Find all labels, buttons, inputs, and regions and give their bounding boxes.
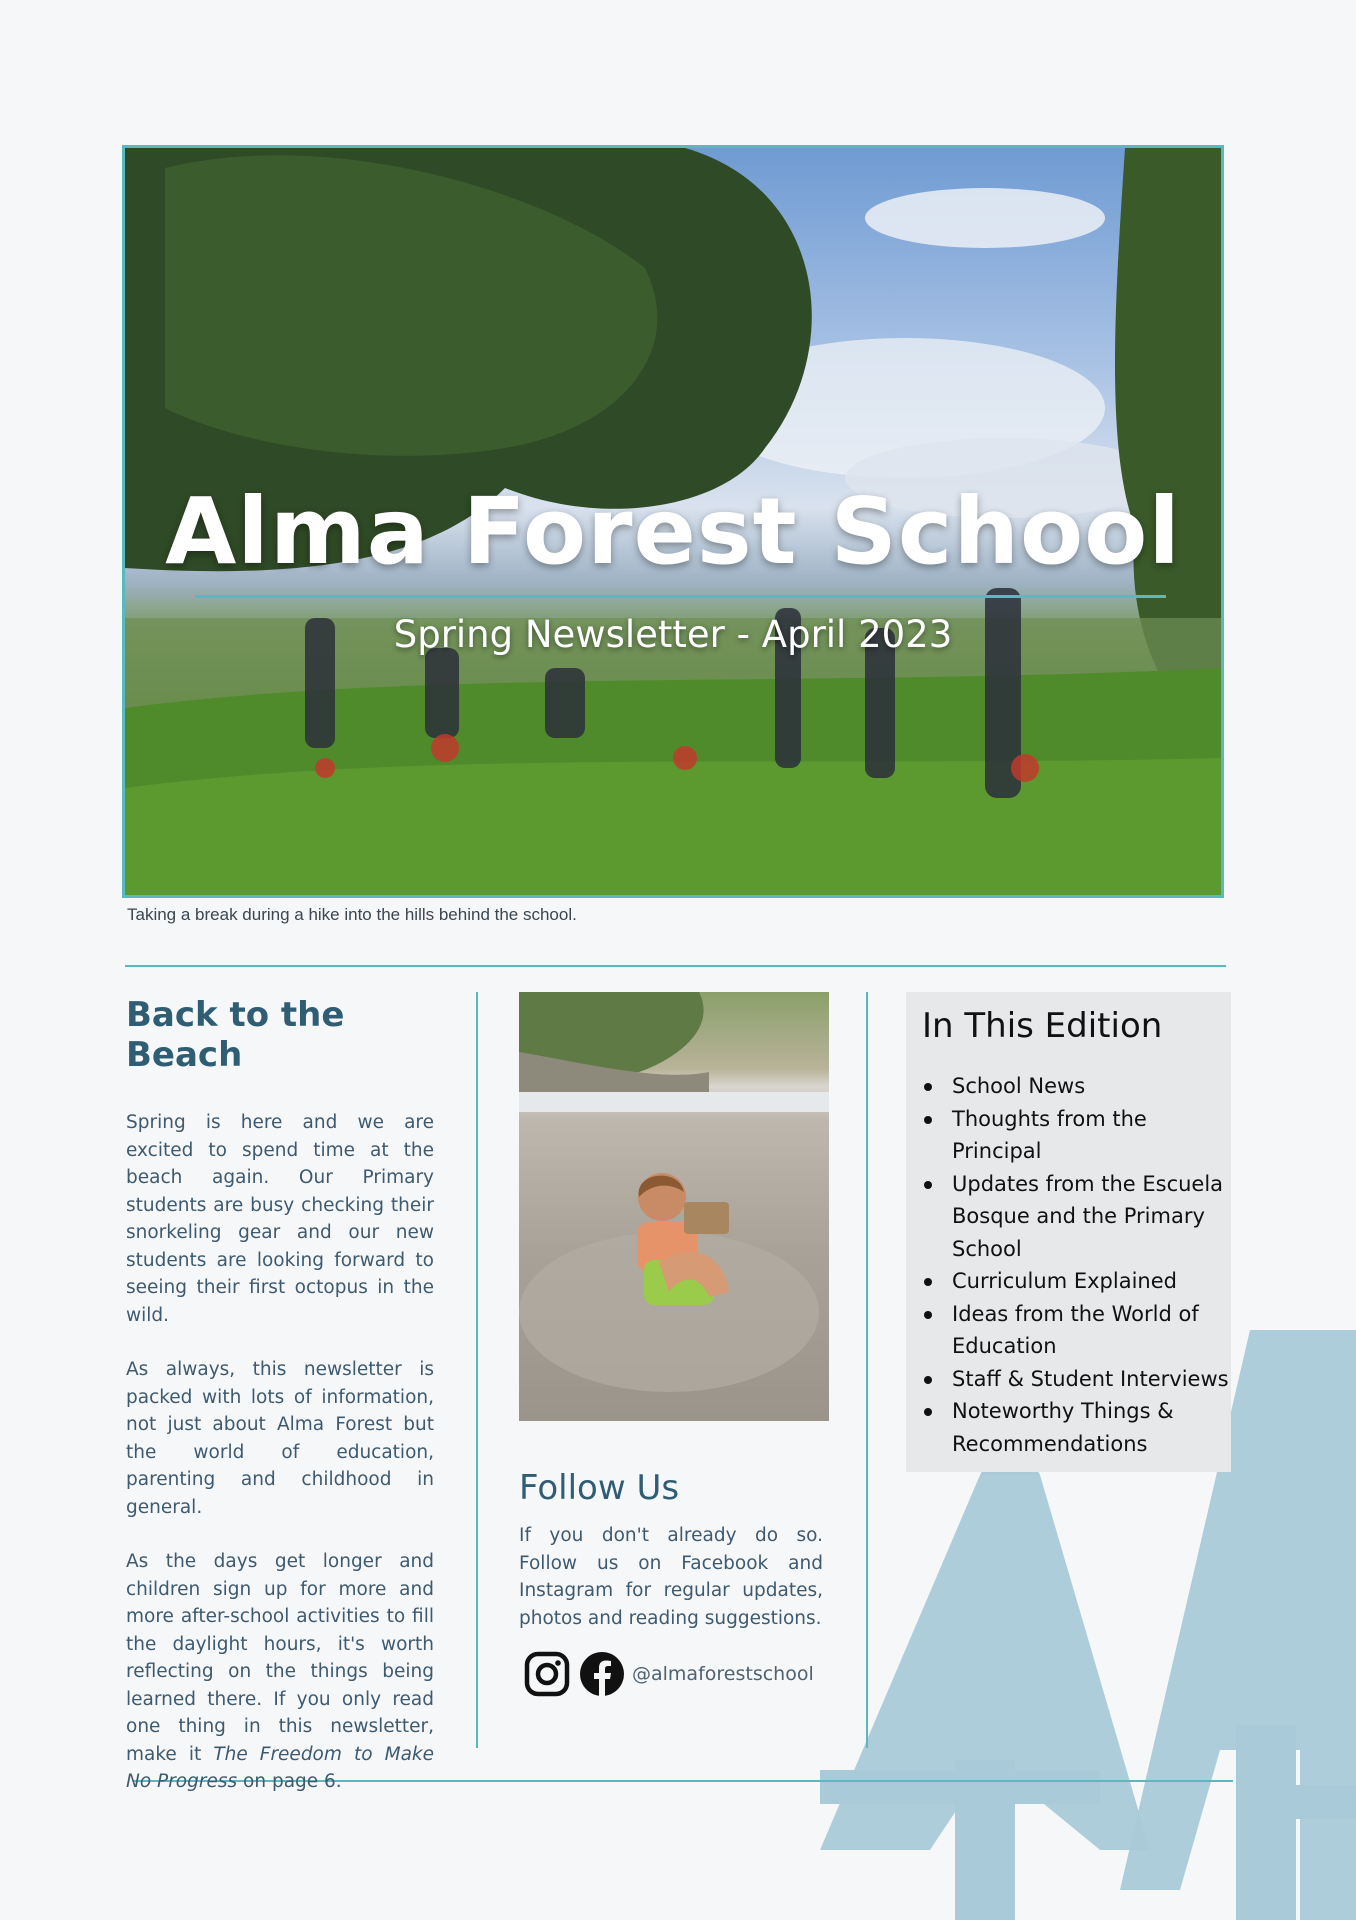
article-back-to-beach — [126, 995, 434, 1823]
column-divider-left — [476, 992, 478, 1748]
beach-photo-art — [519, 992, 829, 1421]
section-divider-top — [125, 965, 1226, 967]
article-paragraph-2: As always, this newsletter is packed with lots of information, not just about Alma Forest but the world of education, parenting and childhood in general. — [126, 1359, 434, 1518]
article-reference: The Freedom to Make No Progress — [126, 1743, 434, 1792]
instagram-icon[interactable] — [524, 1651, 570, 1697]
edition-item: Thoughts from the Principal — [922, 1103, 1242, 1168]
article-paragraph-3 — [126, 1548, 434, 1796]
article-heading: Back to the Beach — [126, 995, 345, 1075]
social-links — [524, 1650, 814, 1698]
follow-us-heading: Follow Us — [519, 1468, 680, 1508]
school-title: Alma Forest School — [165, 478, 1181, 585]
hero-caption: Taking a break during a hike into the hills behind the school. — [127, 905, 577, 924]
edition-item: School News — [922, 1070, 1242, 1103]
facebook-icon[interactable] — [578, 1650, 626, 1698]
edition-item: Curriculum Explained — [922, 1265, 1242, 1298]
paragraph-3-text: As the days get longer and children sign up for more and more after-school activities to fill the daylight hours, it's worth reflecting on the things being learned there. If you only read one thing in this newsletter, make it — [126, 1551, 434, 1765]
edition-list — [922, 1070, 1242, 1460]
social-handle[interactable]: @almaforestschool — [632, 1663, 814, 1685]
newsletter-subtitle: Spring Newsletter - April 2023 — [393, 613, 953, 656]
paragraph-3-end: on page 6. — [237, 1771, 342, 1792]
hero-image — [122, 145, 1224, 898]
follow-us-text: If you don't already do so. Follow us on Facebook and Instagram for regular updates, photos and reading suggestions. — [519, 1525, 823, 1629]
edition-heading: In This Edition — [922, 1006, 1163, 1046]
column-divider-right — [866, 992, 868, 1748]
edition-item: Ideas from the World of Education — [922, 1298, 1242, 1363]
edition-item: Updates from the Escuela Bosque and the Primary School — [922, 1168, 1242, 1266]
edition-item: Staff & Student Interviews — [922, 1363, 1242, 1396]
title-divider — [195, 595, 1166, 598]
article-paragraph-1: Spring is here and we are excited to spend time at the beach again. Our Primary students are busy checking their snorkeling gear and our new students are looking forward to seeing their first octopus in the wild. — [126, 1112, 434, 1326]
edition-item: Noteworthy Things & Recommendations — [922, 1395, 1242, 1460]
beach-photo — [519, 992, 829, 1421]
